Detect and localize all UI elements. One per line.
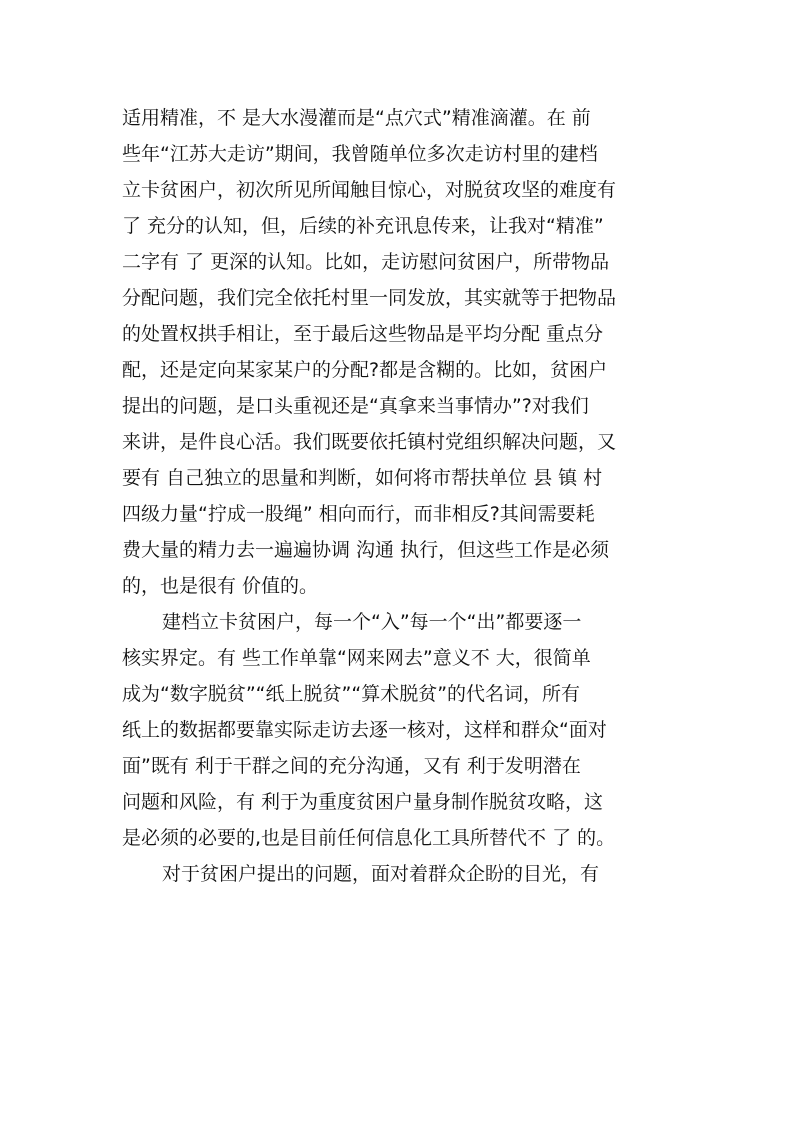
text-line: 纸上的数据都要靠实际走访去逐一核对，这样和群众“面对	[122, 719, 607, 741]
text-line: 二字有 了 更深的认知。比如，走访慰问贫困户，所带物品	[122, 251, 610, 273]
text-line: 适用精准，不 是大水漫灌而是“点穴式”精准滴灌。在 前	[122, 107, 591, 129]
text-line: 费大量的精力去一遍遍协调 沟通 执行，但这些工作是必须	[122, 539, 610, 561]
paragraph-start-line: 对于贫困户提出的问题，面对着群众企盼的目光，有	[162, 863, 600, 885]
text-line: 成为“数字脱贫”“纸上脱贫”“算术脱贫”的代名词，所有	[122, 683, 581, 705]
text-line: 提出的问题，是口头重视还是“真拿来当事情办”?对我们	[122, 395, 589, 417]
text-line: 面”既有 利于干群之间的充分沟通，又有 利于发明潜在	[122, 755, 581, 777]
text-line: 立卡贫困户，初次所见所闻触目惊心，对脱贫攻坚的难度有	[122, 179, 617, 201]
body-text	[122, 100, 682, 892]
text-line: 要有 自己独立的思量和判断，如何将市帮扶单位 县 镇 村	[122, 467, 603, 489]
text-line: 核实界定。有 些工作单靠“网来网去”意义不 大，很简单	[122, 647, 591, 669]
text-line: 些年“江苏大走访”期间，我曾随单位多次走访村里的建档	[122, 143, 598, 165]
text-line: 来讲，是件良心活。我们既要依托镇村党组织解决问题，又	[122, 431, 617, 453]
text-line: 四级力量“拧成一股绳” 相向而行，而非相反?其间需要耗	[122, 503, 595, 525]
text-line: 是必须的必要的,也是目前任何信息化工具所替代不 了 的。	[122, 827, 616, 849]
paragraph-start-line: 建档立卡贫困户，每一个“入”每一个“出”都要逐一	[162, 611, 582, 633]
text-line: 的处置权拱手相让，至于最后这些物品是平均分配 重点分	[122, 323, 604, 345]
text-line: 了 充分的认知，但，后续的补充讯息传来，让我对“精准”	[122, 215, 604, 237]
text-line: 的，也是很有 价值的。	[122, 575, 319, 597]
text-line: 分配问题，我们完全依托村里一同发放，其实就等于把物品	[122, 287, 617, 309]
text-line: 配，还是定向某家某户的分配?都是含糊的。比如，贫困户	[122, 359, 608, 381]
text-line: 问题和风险，有 利于为重度贫困户量身制作脱贫攻略，这	[122, 791, 604, 813]
